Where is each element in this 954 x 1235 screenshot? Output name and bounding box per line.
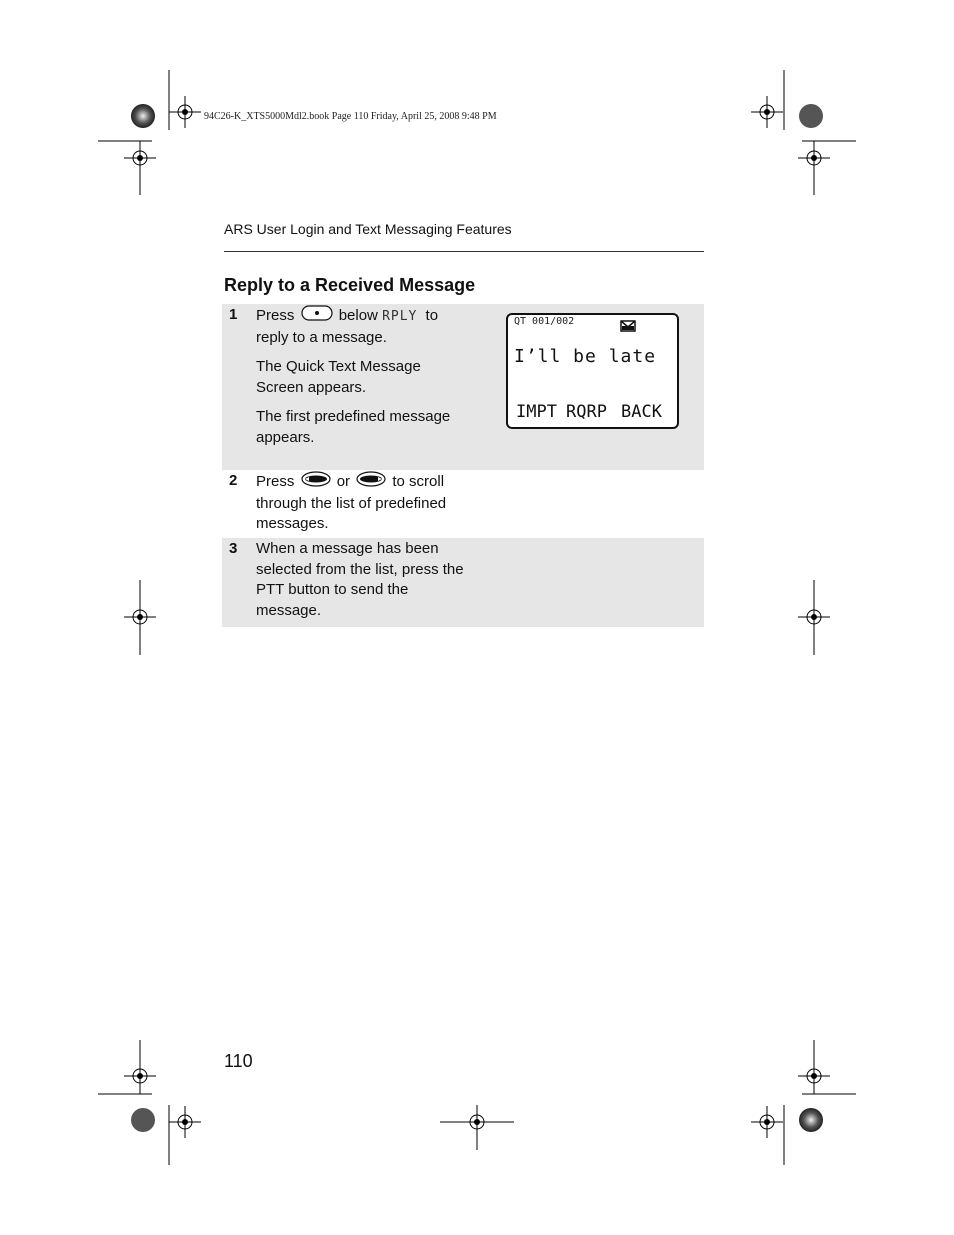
step-text: When a message has been selected from the list, press the PTT button to send the message.: [256, 540, 464, 619]
step-text: [256, 305, 466, 457]
step-number: 1: [229, 306, 238, 323]
step-1-line-rest: reply to a message.: [256, 328, 387, 346]
running-header: ARS User Login and Text Messaging Features: [224, 221, 512, 237]
envelope-icon: [620, 319, 636, 337]
page-number: 110: [224, 1051, 253, 1071]
display-status: QT 001/002: [514, 316, 575, 327]
display-message: I’ll be late: [514, 346, 657, 367]
softkey-label: RPLY: [382, 309, 418, 325]
left-scroll-button-icon: [301, 471, 331, 494]
radio-display: [506, 313, 679, 429]
section-title: Reply to a Received Message: [224, 275, 476, 295]
softkey-impt: IMPT: [516, 402, 557, 422]
step-2-rest: through the list of predefined messages.: [256, 494, 447, 532]
press-word: Press: [256, 473, 295, 491]
to-word: to: [425, 307, 439, 325]
or-word: or: [336, 473, 351, 491]
step-row-2: [222, 470, 704, 538]
below-word: below: [338, 307, 378, 325]
softkey-back: BACK: [621, 402, 662, 422]
to-scroll-word: to scroll: [392, 473, 445, 491]
press-word: Press: [256, 307, 295, 325]
step-1-paragraph-3: The first predefined message appears.: [256, 408, 451, 446]
step-row-3: [222, 538, 704, 627]
print-header: 94C26-K_XTS5000Mdl2.book Page 110 Friday, April 25, 2008 9:48 PM: [204, 111, 497, 122]
step-1-paragraph-2: The Quick Text Message Screen appears.: [256, 358, 421, 396]
center-select-button-icon: [301, 305, 333, 328]
step-number: 2: [229, 472, 238, 489]
header-rule: [224, 251, 704, 252]
step-text: [256, 471, 466, 535]
softkey-rqrp: RQRP: [566, 402, 607, 422]
step-1-paragraph-1: [256, 305, 466, 348]
step-number: 3: [229, 540, 238, 557]
right-scroll-button-icon: [356, 471, 386, 494]
